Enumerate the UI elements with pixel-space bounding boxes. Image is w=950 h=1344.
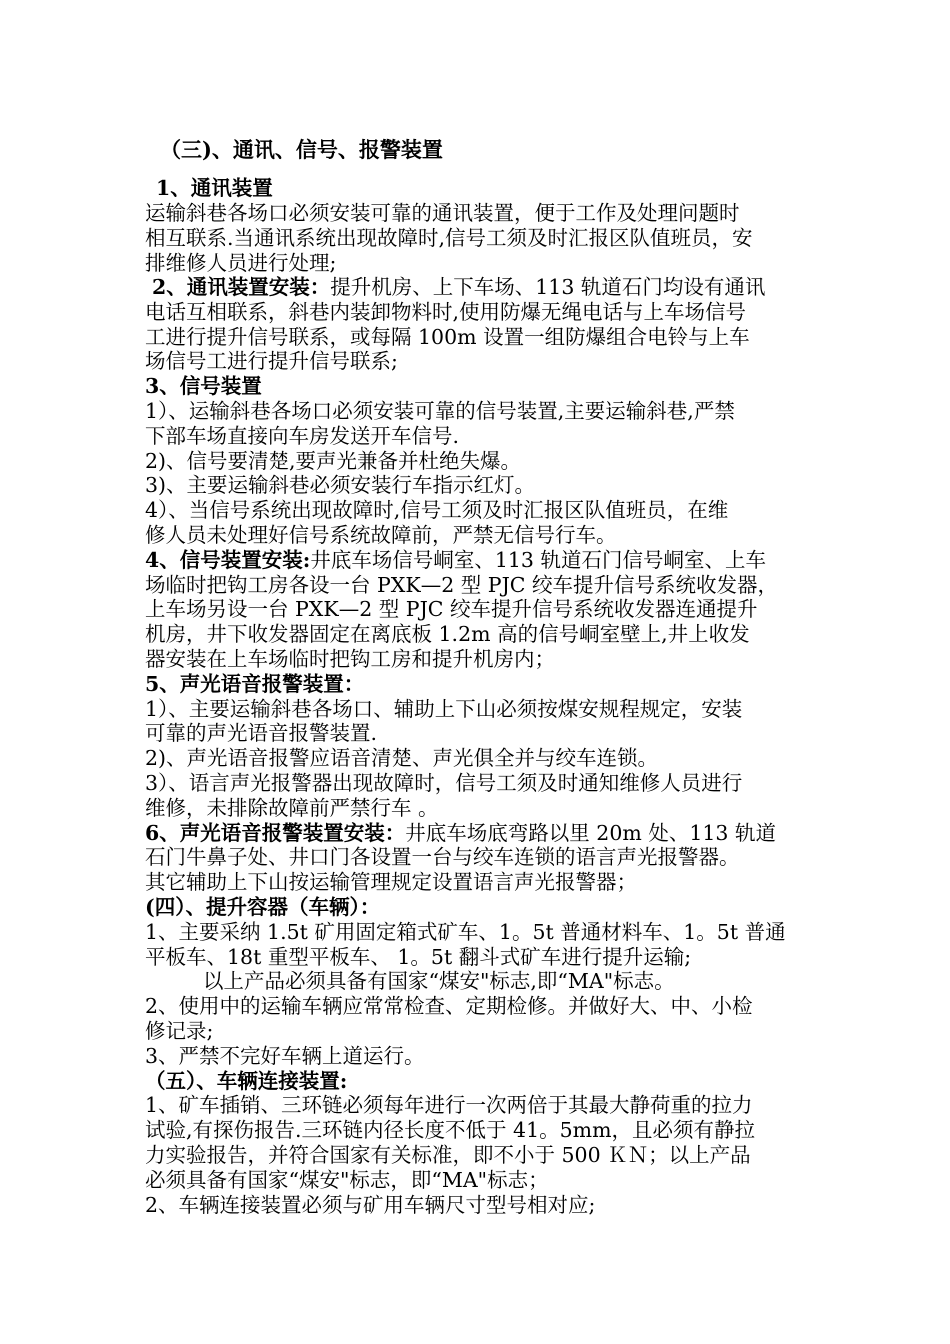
paragraph-line: 2、通讯装置安装：提升机房、上下车场、113 轨道石门均设有通讯 bbox=[152, 275, 766, 299]
section-heading-vehicle-coupling: （五）、车辆连接装置: bbox=[145, 1069, 348, 1093]
paragraph-line: 4、信号装置安装:井底车场信号峒室、113 轨道石门信号峒室、上车 bbox=[145, 548, 766, 572]
list-item: 下部车场直接向车房发送开车信号. bbox=[145, 424, 460, 448]
list-item: 4）、当信号系统出现故障时,信号工须及时汇报区队值班员，在维 bbox=[145, 498, 729, 522]
subheading-alarm-install: 6、声光语音报警装置安装： bbox=[145, 821, 406, 845]
list-item: 3、严禁不完好车辆上道运行。 bbox=[145, 1044, 425, 1068]
subheading-signal-install: 4、信号装置安装: bbox=[145, 548, 311, 572]
subheading-alarm-device: 5、声光语音报警装置： bbox=[145, 672, 365, 696]
paragraph-line: 上车场另设一台 PXK—2 型 PJC 绞车提升信号系统收发器连通提升 bbox=[145, 597, 758, 621]
section-heading-communication: （三)、通讯、信号、报警装置 bbox=[160, 137, 443, 162]
list-item: 试验,有探伤报告.三环链内径长度不低于 41。5mm，且必须有静拉 bbox=[145, 1118, 756, 1142]
list-item: 1、主要采纳 1.5t 矿用固定箱式矿车、1。5t 普通材料车、1。5t 普通 bbox=[145, 920, 786, 944]
list-item: 2)、声光语音报警应语音清楚、声光俱全并与绞车连锁。 bbox=[145, 746, 659, 770]
paragraph-line: 排维修人员进行处理; bbox=[145, 251, 337, 275]
subheading-communication-device: 1、通讯装置 bbox=[156, 176, 273, 200]
paragraph-line: 电话互相联系，斜巷内装卸物料时,使用防爆无绳电话与上车场信号 bbox=[145, 300, 747, 324]
paragraph-line: 相互联系.当通讯系统出现故障时,信号工须及时汇报区队值班员，安 bbox=[145, 226, 753, 250]
paragraph-line: 石门牛鼻子处、井口门各设置一台与绞车连锁的语言声光报警器。 bbox=[145, 845, 740, 869]
subheading-communication-install: 2、通讯装置安装： bbox=[152, 275, 331, 299]
paragraph-line: 6、声光语音报警装置安装：井底车场底弯路以里 20m 处、113 轨道 bbox=[145, 821, 776, 845]
paragraph-line: 器安装在上车场临时把钩工房和提升机房内； bbox=[145, 647, 555, 671]
paragraph-line: 运输斜巷各场口必须安装可靠的通讯装置，便于工作及处理问题时 bbox=[145, 201, 740, 225]
paragraph-line: 场信号工进行提升信号联系; bbox=[145, 349, 398, 373]
section-heading-hoisting-container: (四）、提升容器（车辆）： bbox=[145, 895, 381, 919]
list-item: 平板车、18t 重型平板车、 1。5t 翻斗式矿车进行提升运输; bbox=[145, 945, 692, 969]
list-item: 2)、信号要清楚,要声光兼备并杜绝失爆。 bbox=[145, 449, 522, 473]
list-item: 1）、主要运输斜巷各场口、辅助上下山必须按煤安规程规定，安装 bbox=[145, 697, 743, 721]
subheading-signal-device: 3、信号装置 bbox=[145, 374, 262, 398]
list-item: 力实验报告，并符合国家有关标准，即不小于 500 ＫＮ；以上产品 bbox=[145, 1143, 751, 1167]
list-item: 3）、语言声光报警器出现故障时，信号工须及时通知维修人员进行 bbox=[145, 771, 743, 795]
list-item: 1）、运输斜巷各场口必须安装可靠的信号装置,主要运输斜巷,严禁 bbox=[145, 399, 735, 423]
paragraph-line: 场临时把钩工房各设一台 PXK—2 型 PJC 绞车提升信号系统收发器， bbox=[145, 573, 779, 597]
list-item: 维修，未排除故障前严禁行车 。 bbox=[145, 796, 439, 820]
list-item: 1、矿车插销、三环链必须每年进行一次两倍于其最大静荷重的拉力 bbox=[145, 1093, 753, 1117]
list-item: 修人员未处理好信号系统故障前，严禁无信号行车。 bbox=[145, 523, 617, 547]
list-item: 3)、主要运输斜巷必须安装行车指示红灯。 bbox=[145, 473, 536, 497]
paragraph-line: 其它辅助上下山按运输管理规定设置语言声光报警器； bbox=[145, 870, 637, 894]
list-item: 必须具备有国家“煤安"标志，即“MA"标志； bbox=[145, 1168, 549, 1192]
paragraph-line: 工进行提升信号联系，或每隔 100m 设置一组防爆组合电铃与上车 bbox=[145, 325, 750, 349]
paragraph-line: 机房，井下收发器固定在离底板 1.2m 高的信号峒室壁上,井上收发 bbox=[145, 622, 750, 646]
list-item: 2、车辆连接装置必须与矿用车辆尺寸型号相对应; bbox=[145, 1193, 596, 1217]
list-item: 以上产品必须具备有国家“煤安"标志,即“MA"标志。 bbox=[203, 969, 675, 993]
list-item: 修记录; bbox=[145, 1019, 214, 1043]
list-item: 可靠的声光语音报警装置. bbox=[145, 721, 378, 745]
list-item: 2、使用中的运输车辆应常常检查、定期检修。并做好大、中、小检 bbox=[145, 994, 753, 1018]
